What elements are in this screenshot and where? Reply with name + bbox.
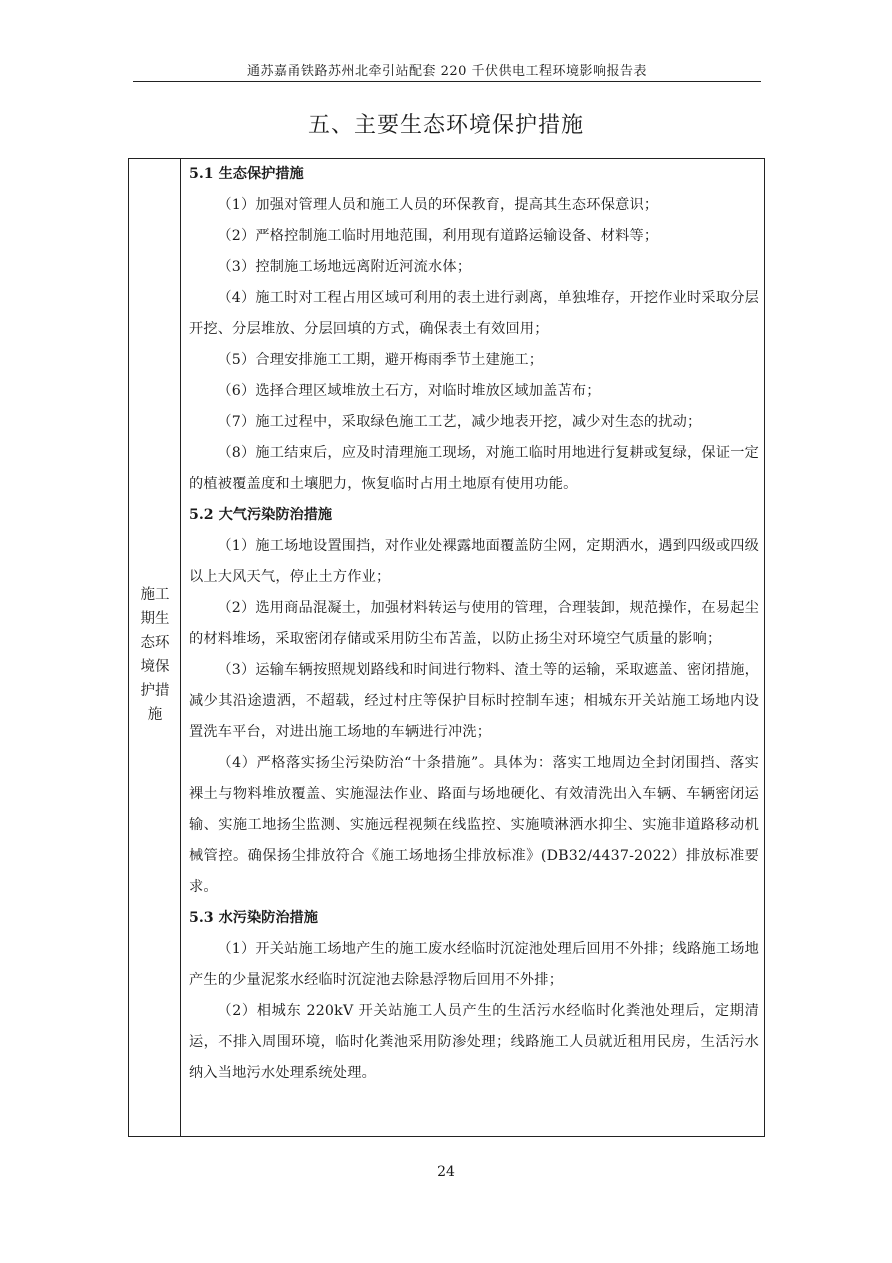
section-eco bbox=[189, 159, 759, 500]
paragraph: （2）相城东 220kV 开关站施工人员产生的生活污水经临时化粪池处理后，定期清运，不排入周围环境，临时化粪池采用防渗处理；线路施工人员就近租用民房，生活污水纳入当地污水处理系统处理。 bbox=[189, 1003, 759, 1081]
section-water bbox=[189, 903, 759, 1089]
paragraph: （2）选用商品混凝土，加强材料转运与使用的管理，合理装卸，规范操作，在易起尘的材料堆场，采取密闭存储或采用防尘布苫盖，以防止扬尘对环境空气质量的影响； bbox=[189, 600, 759, 647]
paragraph: （7）施工过程中，采取绿色施工工艺，减少地表开挖，减少对生态的扰动； bbox=[217, 414, 702, 430]
paragraph: （1）加强对管理人员和施工人员的环保教育，提高其生态环保意识； bbox=[217, 197, 659, 213]
row-label: 施工期生态环境保护措施 bbox=[140, 587, 170, 723]
paragraph: （5）合理安排施工工期，避开梅雨季节土建施工； bbox=[217, 352, 544, 368]
section-title: 5.3 水污染防治措施 bbox=[189, 910, 318, 926]
paragraph: （1）施工场地设置围挡，对作业处裸露地面覆盖防尘网，定期洒水，遇到四级或四级以上大风天气，停止土方作业； bbox=[189, 538, 759, 585]
paragraph: （2）严格控制施工临时用地范围，利用现有道路运输设备、材料等； bbox=[217, 228, 659, 244]
paragraph: （3）运输车辆按照规划路线和时间进行物料、渣土等的运输，采取遮盖、密闭措施，减少其沿途遗洒，不超载，经过村庄等保护目标时控制车速；相城东开关站施工场地内设置洗车平台，对进出施工场地的车辆进行冲洗； bbox=[189, 662, 759, 740]
header-rule bbox=[133, 81, 761, 82]
paragraph: （3）控制施工场地远离附近河流水体； bbox=[217, 259, 472, 275]
content-cell bbox=[189, 159, 759, 1089]
paragraph: （1）开关站施工场地产生的施工废水经临时沉淀池处理后回用不外排；线路施工场地产生的少量泥浆水经临时沉淀池去除悬浮物后回用不外排； bbox=[189, 941, 759, 988]
paragraph: （4）严格落实扬尘污染防治“十条措施”。具体为：落实工地周边全封闭围挡、落实裸土与物料堆放覆盖、实施湿法作业、路面与场地硬化、有效清洗出入车辆、车辆密闭运输、实施工地扬尘监测、实施远程视频在线监控、实施喷淋洒水抑尘、实施非道路移动机械管控。确保扬尘排放符合《施工场地扬尘排放标准》(DB32/4437-2022）排放标准要求。 bbox=[189, 755, 759, 895]
section-title: 5.2 大气污染防治措施 bbox=[189, 507, 333, 523]
paragraph: （4）施工时对工程占用区域可利用的表土进行剥离，单独堆存，开挖作业时采取分层开挖、分层堆放、分层回填的方式，确保表土有效回用； bbox=[189, 290, 759, 337]
row-label-cell bbox=[129, 159, 181, 1136]
page-number: 24 bbox=[437, 1164, 455, 1180]
paragraph: （8）施工结束后，应及时清理施工现场，对施工临时用地进行复耕或复绿，保证一定的植被覆盖度和土壤肥力，恢复临时占用土地原有使用功能。 bbox=[189, 445, 759, 492]
paragraph: （6）选择合理区域堆放土石方，对临时堆放区域加盖苫布； bbox=[217, 383, 601, 399]
section-air bbox=[189, 500, 759, 903]
running-header: 通苏嘉甬铁路苏州北牵引站配套 220 千伏供电工程环境影响报告表 bbox=[246, 64, 648, 79]
page-title: 五、主要生态环境保护措施 bbox=[307, 113, 584, 138]
section-title: 5.1 生态保护措施 bbox=[189, 166, 304, 182]
measures-table bbox=[128, 158, 765, 1137]
